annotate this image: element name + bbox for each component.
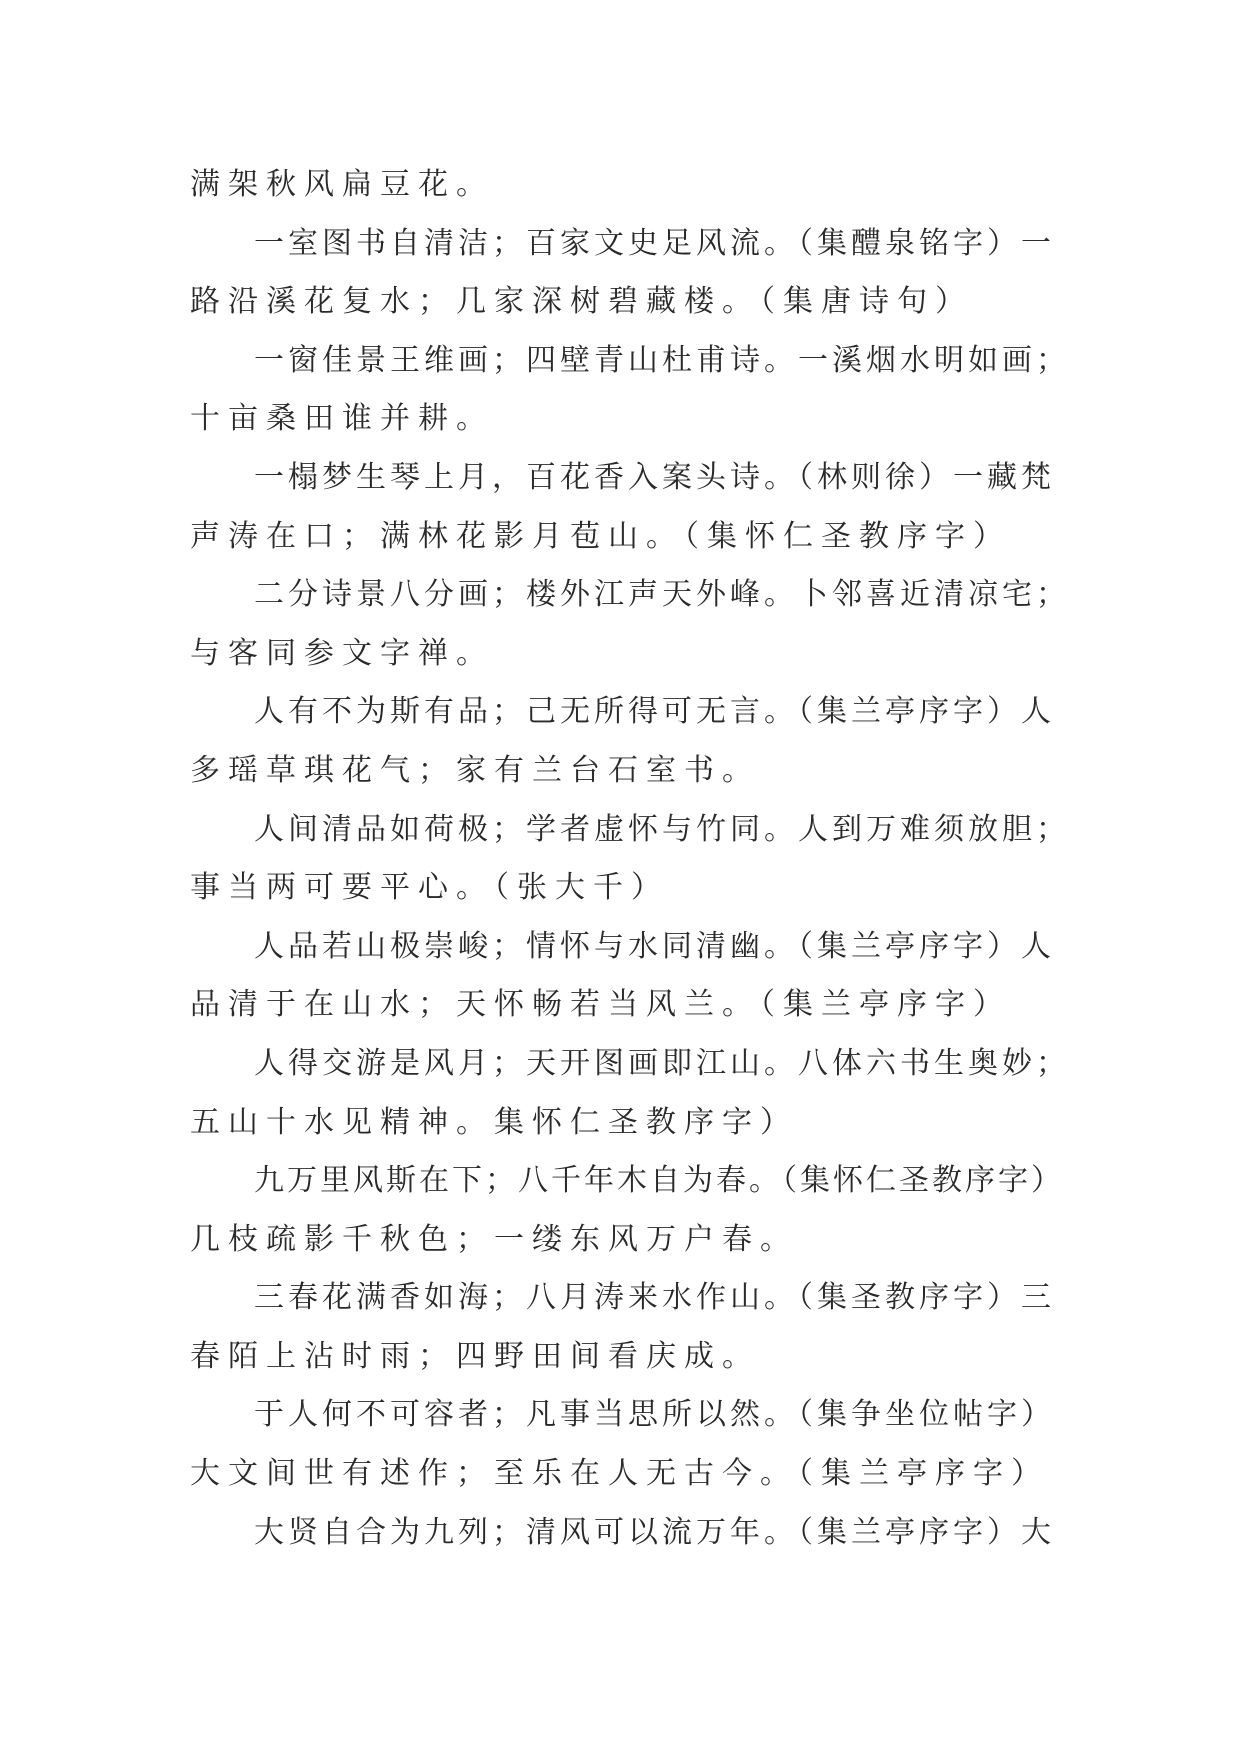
text-line: 一室图书自清洁；百家文史足风流。（集醴泉铭字）一 xyxy=(254,225,1055,261)
text-line: 几枝疏影千秋色；一缕东风万户春。 xyxy=(190,1221,798,1257)
text-line: 一榻梦生琴上月，百花香入案头诗。（林则徐）一藏梵 xyxy=(254,459,1055,495)
text-line: 大贤自合为九列；清风可以流万年。（集兰亭序字）大 xyxy=(254,1514,1055,1550)
text-line: 大文间世有述作；至乐在人无古今。（集兰亭序字） xyxy=(190,1456,1049,1492)
text-line: 一窗佳景王维画；四壁青山杜甫诗。一溪烟水明如画； xyxy=(254,342,1070,378)
text-line: 人得交游是风月；天开图画即江山。八体六书生奥妙； xyxy=(254,1045,1070,1081)
text-line: 与客同参文字禅。 xyxy=(190,635,494,671)
text-line: 三春花满香如海；八月涛来水作山。（集圣教序字）三 xyxy=(254,1280,1055,1316)
text-line: 品清于在山水；天怀畅若当风兰。（集兰亭序字） xyxy=(190,987,1011,1023)
text-line: 人有不为斯有品；己无所得可无言。（集兰亭序字）人 xyxy=(254,694,1055,730)
text-line: 路沿溪花复水；几家深树碧藏楼。（集唐诗句） xyxy=(190,284,973,320)
text-line: 十亩桑田谁并耕。 xyxy=(190,401,494,437)
text-line: 声涛在口；满林花影月苞山。（集怀仁圣教序字） xyxy=(190,518,1011,554)
text-line: 二分诗景八分画；楼外江声天外峰。卜邻喜近清凉宅； xyxy=(254,577,1070,613)
text-line: 多瑶草琪花气；家有兰台石室书。 xyxy=(190,752,760,788)
text-line: 于人何不可容者；凡事当思所以然。（集争坐位帖字） xyxy=(254,1397,1055,1433)
text-line: 人品若山极崇峻；情怀与水同清幽。（集兰亭序字）人 xyxy=(254,928,1055,964)
couplet-text-body xyxy=(190,156,1070,1562)
text-line: 春陌上沾时雨；四野田间看庆成。 xyxy=(190,1338,760,1374)
text-line: 九万里风斯在下；八千年木自为春。（集怀仁圣教序字） xyxy=(254,1163,1064,1199)
text-line: 事当两可要平心。（张大千） xyxy=(190,870,669,906)
text-line: 五山十水见精神。集怀仁圣教序字） xyxy=(190,1104,798,1140)
text-line: 人间清品如荷极；学者虚怀与竹同。人到万难须放胆； xyxy=(254,811,1070,847)
text-line: 满架秋风扁豆花。 xyxy=(190,167,494,202)
